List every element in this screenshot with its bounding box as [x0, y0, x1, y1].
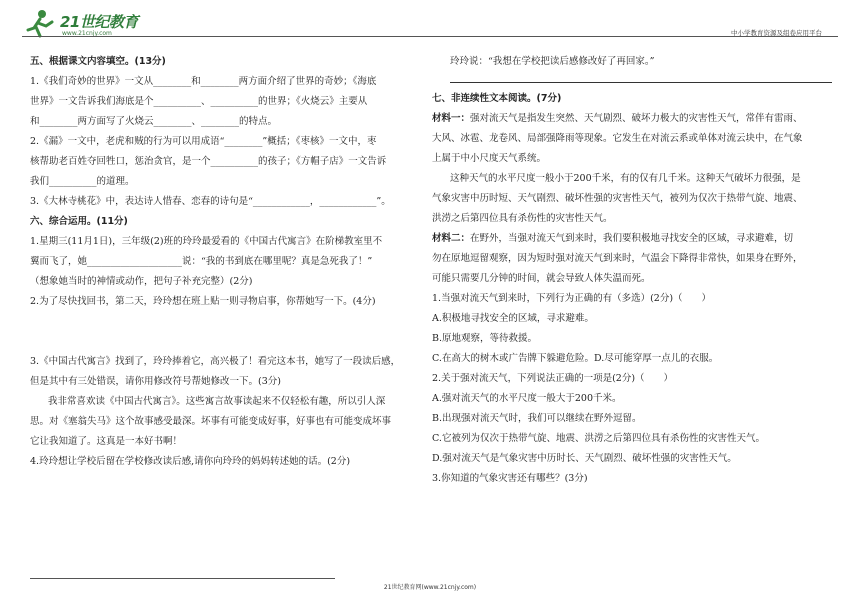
section-5-line: 核帮助老百姓夺回牲口，惩治贪官，是一个__________的孩子；《方帽子店》一文告诉	[30, 156, 387, 167]
material-1-line: 洪涝之后第四位具有杀伤性的灾害性天气。	[432, 213, 613, 224]
material-1-line: 这种天气的水平尺度一般小于200千米，有的仅有几千米。这种天气破坏力很强，是	[450, 173, 801, 184]
section-5-title: 五、根据课文内容填空。(13分)	[30, 56, 166, 67]
section-6-line: （想象她当时的神情或动作，把句子补充完整）(2分)	[30, 276, 253, 287]
option-d: D.强对流天气是气象灾害中历时长、天气剧烈、破坏性强的灾害性天气。	[432, 453, 737, 464]
section-5-line: 2.《漏》一文中，老虎和贼的行为可以用成语“________”概括；《枣核》一文中，枣	[30, 136, 377, 147]
material-1-line	[432, 109, 832, 129]
passage-line: 我非常喜欢读《中国古代寓言》。这些寓言故事读起来不仅轻松有趣，所以引人深	[48, 396, 386, 407]
option-cd: C.在高大的树木或广告牌下躲避危险。D.尽可能穿厚一点儿的衣服。	[432, 353, 719, 364]
material-2-line: 勿在原地逗留观察，因为短时强对流天气到来时，气温会下降得非常快，如果身在野外，	[432, 253, 803, 264]
section-6-line: 1.星期三(11月1日)，三年级(2)班的玲玲最爱看的《中国古代寓言》在阶梯教室里不	[30, 236, 383, 247]
section-6-line: 翼而飞了，她____________________说：“我的书到底在哪里呢？真是急死我了！”	[30, 256, 373, 267]
section-5-line: 世界》一文告诉我们海底是个__________、__________的世界；《火烧云》主要从	[30, 96, 368, 107]
option-a: A.强对流天气的水平尺度一般大于200千米。	[432, 393, 622, 404]
material-2-label: 材料二：	[432, 233, 471, 244]
option-b: B.原地观察，等待救援。	[432, 333, 538, 344]
answer-space	[30, 312, 420, 352]
left-column	[30, 52, 420, 472]
header-platform-text: 中小学教育资源及组卷应用平台	[731, 29, 822, 37]
section-5-line: 1.《我们奇妙的世界》一文从________和________两方面介绍了世界的奇妙；《海底	[30, 76, 377, 87]
section-6-line: 2.为了尽快找回书，第二天，玲玲想在班上贴一则寻物启事，你帮她写一下。(4分)	[30, 296, 376, 307]
material-1-label: 材料一：	[432, 113, 471, 124]
question-2: 2.关于强对流天气，下列说法正确的一项是(2分)（ ）	[432, 373, 674, 384]
section-5-line: 和________两方面写了火烧云________、________的特点。	[30, 116, 278, 127]
option-b: B.出现强对流天气时，我们可以继续在野外逗留。	[432, 413, 642, 424]
material-1-line: 大风、冰雹、龙卷风、局部强降雨等现象。它发生在对流云系或单体对流云块中，在气象	[432, 133, 803, 144]
material-2-line: 可能只需要几分钟的时间，就会导致人体失温而死。	[432, 273, 651, 284]
material-1-line: 气象灾害中历时短、天气剧烈、破坏性强的灾害性天气，被列为仅次于热带气旋、地震、	[432, 193, 803, 204]
question-3: 3.你知道的气象灾害还有哪些？(3分)	[432, 473, 588, 484]
running-man-icon	[22, 8, 58, 38]
header-divider	[22, 36, 838, 37]
right-column	[432, 52, 832, 489]
option-a: A.积极地寻找安全的区域，寻求避难。	[432, 313, 594, 324]
passage-line: 它让我知道了。这真是一本好书啊！	[30, 436, 183, 447]
quote-line: 玲玲说：“我想在学校把读后感修改好了再回家。”	[450, 56, 655, 67]
material-2-line	[432, 229, 832, 249]
section-6-line: 但是其中有三处错误，请你用修改符号帮她修改一下。(3分)	[30, 376, 281, 387]
bottom-divider	[30, 578, 335, 579]
passage-line: 思。对《塞翁失马》这个故事感受最深。坏事有可能变成好事，好事也有可能变成坏事	[30, 416, 392, 427]
section-6-title: 六、综合运用。(11分)	[30, 216, 128, 227]
section-6-line: 3.《中国古代寓言》找到了，玲玲捧着它，高兴极了！看完这本书，她写了一段读后感，	[30, 356, 401, 367]
section-5-line: 3.《大林寺桃花》中，表达诗人惜春、恋春的诗句是“____________，____________”。	[30, 196, 391, 207]
footer-text: 21世纪教育网(www.21cnjy.com)	[383, 584, 477, 591]
question-1: 1.当强对流天气到来时，下列行为正确的有（多选）(2分)（ ）	[432, 293, 712, 304]
material-1-line: 上属于中小尺度天气系统。	[432, 153, 547, 164]
section-5-line: 我们__________的道理。	[30, 176, 135, 187]
material-1-text: 强对流天气是指发生突然、天气剧烈、破坏力极大的灾害性天气，常伴有雷雨、	[470, 113, 803, 124]
option-c: C.它被列为仅次于热带气旋、地震、洪涝之后第四位具有杀伤性的灾害性天气。	[432, 433, 765, 444]
section-7-title: 七、非连续性文本阅读。(7分)	[432, 93, 562, 104]
section-6-line: 4.玲玲想让学校后留在学校修改读后感,请你向玲玲的妈妈转述她的话。(2分)	[30, 456, 351, 467]
material-2-text: 在野外，当强对流天气到来时，我们要积极地寻找安全的区域，寻求避难，切	[470, 233, 794, 244]
logo-brand: 21世纪教育	[60, 13, 138, 31]
logo-url: www.21cnjy.com	[62, 30, 112, 37]
